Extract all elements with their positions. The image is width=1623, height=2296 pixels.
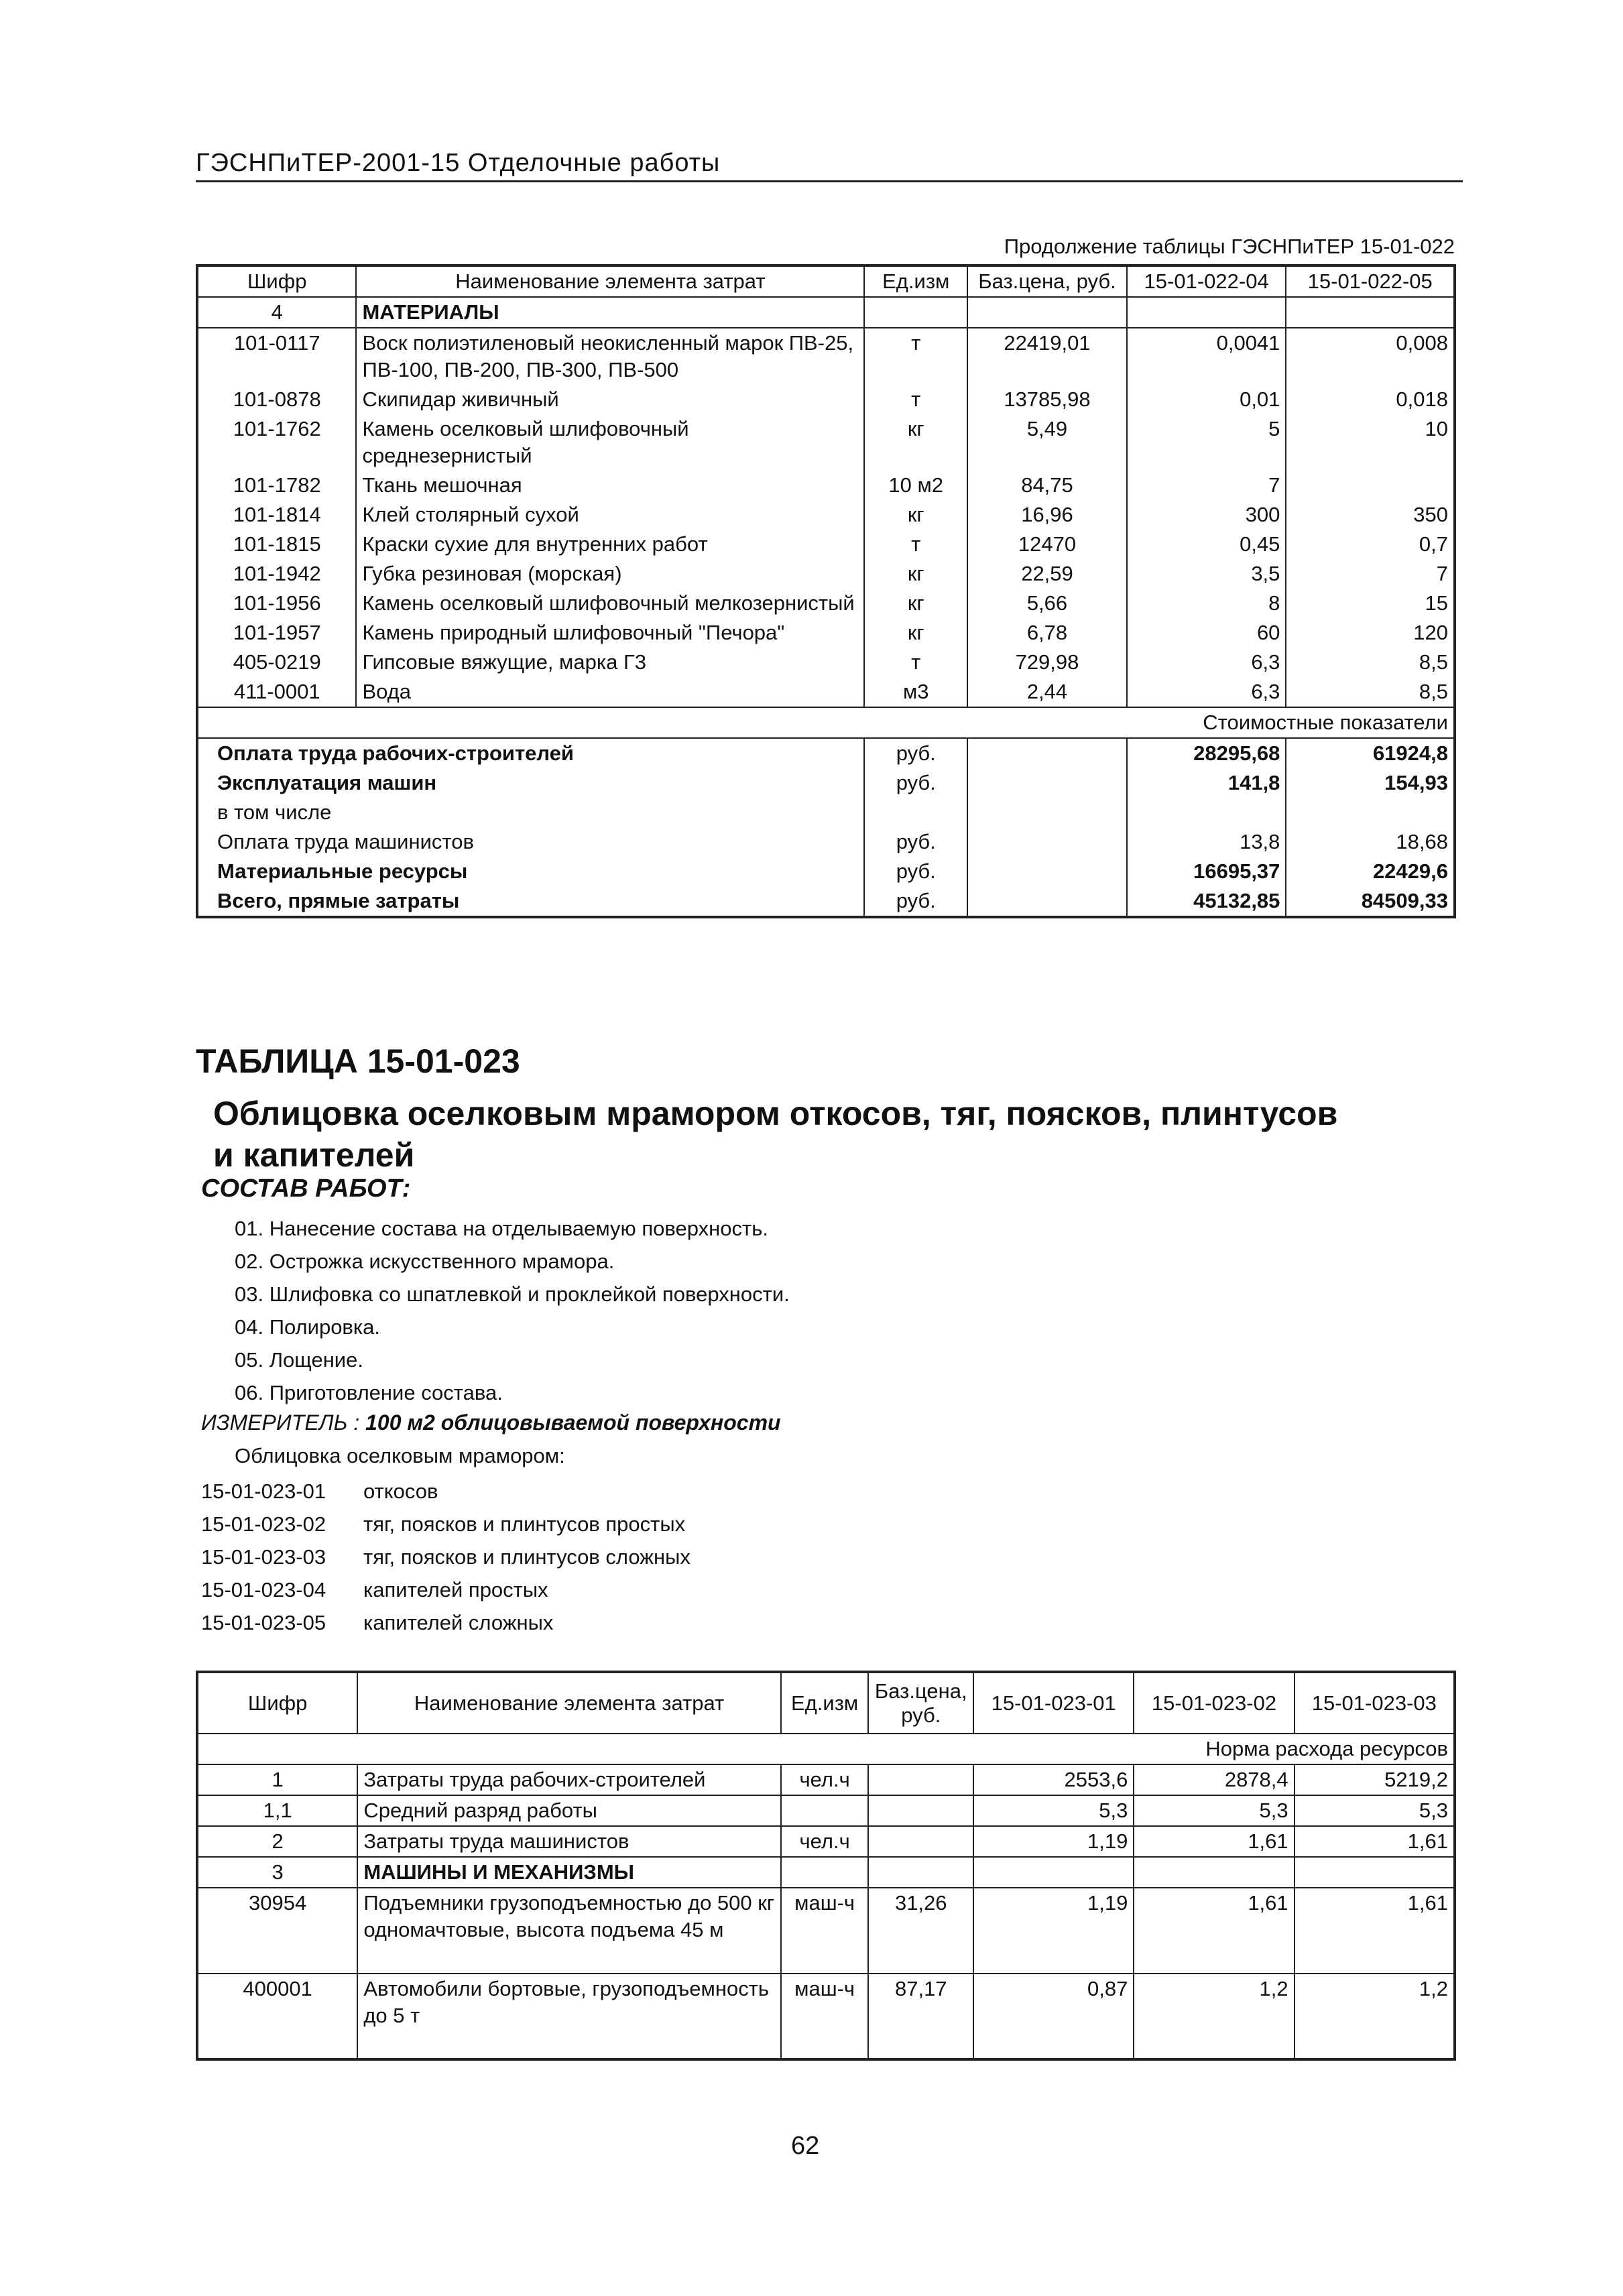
resource-unit: кг (864, 618, 967, 648)
resource-price: 5,49 (967, 414, 1127, 471)
summary-value-2 (1286, 798, 1455, 827)
resource-value-3: 1,61 (1295, 1888, 1455, 1974)
resource-code: 411-0001 (197, 677, 356, 707)
table-row (197, 1764, 1455, 1795)
resource-unit: маш-ч (781, 1888, 869, 1974)
izmeritel (201, 1410, 781, 1435)
resource-value-2: 120 (1286, 618, 1455, 648)
summary-unit: руб. (864, 827, 967, 857)
resource-name: Автомобили бортовые, грузоподъемность до 5 т (357, 1974, 780, 2059)
resource-code: 101-1815 (197, 530, 356, 559)
table-15-01-022-continuation (196, 264, 1456, 918)
summary-value-1: 16695,37 (1127, 857, 1286, 886)
resource-value-1: 8 (1127, 589, 1286, 618)
table-row (197, 471, 1455, 500)
summary-value-1 (1127, 798, 1286, 827)
resource-unit: т (864, 530, 967, 559)
resource-price: 16,96 (967, 500, 1127, 530)
resource-value-2: 7 (1286, 559, 1455, 589)
works-list (235, 1212, 790, 1409)
norm-code: 15-01-023-02 (201, 1512, 326, 1536)
resource-unit: кг (864, 589, 967, 618)
resource-name: Подъемники грузоподъемностью до 500 кг одномачтовые, высота подъема 45 м (357, 1888, 780, 1974)
resource-price: 22,59 (967, 559, 1127, 589)
resource-price: 729,98 (967, 648, 1127, 677)
column-header: 15-01-023-01 (973, 1672, 1134, 1734)
section-code: 4 (197, 297, 356, 328)
summary-price (967, 886, 1127, 917)
table-row (197, 677, 1455, 707)
column-header: 15-01-022-04 (1127, 265, 1286, 297)
summary-name: Оплата труда рабочих-строителей (197, 738, 864, 768)
resource-value-1: 7 (1127, 471, 1286, 500)
resource-value-1: 0,87 (973, 1974, 1134, 2059)
resource-code: 2 (197, 1826, 357, 1857)
table-row (197, 1826, 1455, 1857)
resource-price: 31,26 (868, 1888, 973, 1974)
norm-code: 15-01-023-05 (201, 1611, 326, 1634)
resource-name: Вода (356, 677, 864, 707)
column-header: Баз.цена, руб. (868, 1672, 973, 1734)
cost-label: Стоимостные показатели (197, 707, 1455, 738)
table-row (197, 1795, 1455, 1826)
resource-unit: т (864, 328, 967, 385)
resource-price: 84,75 (967, 471, 1127, 500)
resource-code: 101-1942 (197, 559, 356, 589)
resource-value-1: 3,5 (1127, 559, 1286, 589)
summary-value-1: 141,8 (1127, 768, 1286, 798)
norm-label: Норма расхода ресурсов (197, 1734, 1455, 1764)
column-header: Наименование элемента затрат (356, 265, 864, 297)
list-item: 02. Острожка искусственного мрамора. (235, 1250, 615, 1273)
resource-value-2 (1286, 471, 1455, 500)
resource-name: Ткань мешочная (356, 471, 864, 500)
column-header: 15-01-022-05 (1286, 265, 1455, 297)
resource-code: 101-1762 (197, 414, 356, 471)
resource-name: Затраты труда рабочих-строителей (357, 1764, 780, 1795)
summary-row (197, 768, 1455, 798)
page-number: 62 (791, 2132, 820, 2160)
resource-value-3: 5,3 (1295, 1795, 1455, 1826)
resource-name: Гипсовые вяжущие, марка Г3 (356, 648, 864, 677)
column-header: Шифр (197, 265, 356, 297)
sostav-label: СОСТАВ РАБОТ: (201, 1174, 411, 1203)
column-header: Баз.цена, руб. (967, 265, 1127, 297)
list-item: 01. Нанесение состава на отделываемую поверхность. (235, 1217, 768, 1240)
resource-value-2: 1,61 (1134, 1826, 1294, 1857)
summary-unit: руб. (864, 738, 967, 768)
section-row (197, 297, 1455, 328)
norm-label-row (197, 1734, 1455, 1764)
resource-unit: м3 (864, 677, 967, 707)
resource-code: 101-1782 (197, 471, 356, 500)
summary-unit: руб. (864, 768, 967, 798)
summary-value-2: 84509,33 (1286, 886, 1455, 917)
norm-description: капителей простых (363, 1578, 548, 1602)
resource-price (868, 1826, 973, 1857)
resource-value-3: 1,2 (1295, 1974, 1455, 2059)
summary-value-1: 13,8 (1127, 827, 1286, 857)
summary-name: Эксплуатация машин (197, 768, 864, 798)
list-item (201, 1606, 690, 1639)
resource-unit: кг (864, 414, 967, 471)
resource-value-1: 0,0041 (1127, 328, 1286, 385)
resource-value-2: 0,018 (1286, 385, 1455, 414)
table-row (197, 648, 1455, 677)
summary-row (197, 857, 1455, 886)
resource-unit: кг (864, 500, 967, 530)
table-title: ТАБЛИЦА 15-01-023 (196, 1042, 520, 1080)
column-header: 15-01-023-03 (1295, 1672, 1455, 1734)
resource-unit: т (864, 648, 967, 677)
resource-name: Камень оселковый шлифовочный среднезернистый (356, 414, 864, 471)
cost-label-row (197, 707, 1455, 738)
summary-name: Материальные ресурсы (197, 857, 864, 886)
summary-name: Оплата труда машинистов (197, 827, 864, 857)
resource-code: 405-0219 (197, 648, 356, 677)
column-header: Наименование элемента затрат (357, 1672, 780, 1734)
izmeritel-label: ИЗМЕРИТЕЛЬ : (201, 1410, 360, 1435)
resource-unit: 10 м2 (864, 471, 967, 500)
summary-name: в том числе (197, 798, 864, 827)
norm-description: тяг, поясков и плинтусов сложных (363, 1545, 690, 1569)
resource-unit: чел.ч (781, 1764, 869, 1795)
continuation-title: Продолжение таблицы ГЭСНПиТЕР 15-01-022 (1004, 235, 1455, 258)
resource-value-2: 10 (1286, 414, 1455, 471)
resource-name: Краски сухие для внутренних работ (356, 530, 864, 559)
resource-code: 1 (197, 1764, 357, 1795)
resource-price: 87,17 (868, 1974, 973, 2059)
resource-price (868, 1764, 973, 1795)
resource-value-3: 5219,2 (1295, 1764, 1455, 1795)
resource-value-2: 1,2 (1134, 1974, 1294, 2059)
resource-value-1: 300 (1127, 500, 1286, 530)
summary-price (967, 738, 1127, 768)
list-item: 06. Приготовление состава. (235, 1381, 503, 1404)
resource-value-2: 0,008 (1286, 328, 1455, 385)
summary-value-2: 61924,8 (1286, 738, 1455, 768)
table-header-row (197, 1672, 1455, 1734)
table-row (197, 328, 1455, 385)
summary-row (197, 738, 1455, 768)
summary-value-1: 45132,85 (1127, 886, 1286, 917)
resource-value-1: 0,01 (1127, 385, 1286, 414)
resource-value-1: 1,19 (973, 1888, 1134, 1974)
summary-value-2: 154,93 (1286, 768, 1455, 798)
table-row (197, 500, 1455, 530)
resource-value-2: 8,5 (1286, 677, 1455, 707)
izmeritel-value: 100 м2 облицовываемой поверхности (365, 1410, 781, 1435)
norm-code: 15-01-023-04 (201, 1578, 326, 1602)
resource-code: 1,1 (197, 1795, 357, 1826)
resource-price: 13785,98 (967, 385, 1127, 414)
summary-value-1: 28295,68 (1127, 738, 1286, 768)
norm-code: 15-01-023-03 (201, 1545, 326, 1569)
resource-unit: кг (864, 559, 967, 589)
summary-value-2: 18,68 (1286, 827, 1455, 857)
resource-code: 101-1956 (197, 589, 356, 618)
norm-code: 15-01-023-01 (201, 1479, 326, 1503)
resource-code: 101-1814 (197, 500, 356, 530)
table-subtitle: Облицовка оселковым мрамором откосов, тяг, поясков, плинтусов и капителей (213, 1095, 1338, 1174)
resource-value-2: 8,5 (1286, 648, 1455, 677)
column-header: Шифр (197, 1672, 357, 1734)
resource-unit: т (864, 385, 967, 414)
section-code: 3 (197, 1857, 357, 1888)
resource-name: Губка резиновая (морская) (356, 559, 864, 589)
table-row (197, 1888, 1455, 1974)
resource-value-2: 350 (1286, 500, 1455, 530)
resource-value-2: 1,61 (1134, 1888, 1294, 1974)
oblicovka-label: Облицовка оселковым мрамором: (235, 1444, 565, 1467)
resource-value-1: 0,45 (1127, 530, 1286, 559)
resource-price: 12470 (967, 530, 1127, 559)
resource-name: Скипидар живичный (356, 385, 864, 414)
summary-price (967, 857, 1127, 886)
summary-unit (864, 798, 967, 827)
table-header-row (197, 265, 1455, 297)
table-row (197, 589, 1455, 618)
resource-price (868, 1795, 973, 1826)
norm-description: капителей сложных (363, 1611, 554, 1634)
summary-row (197, 886, 1455, 917)
norm-description: откосов (363, 1479, 438, 1503)
resource-unit: маш-ч (781, 1974, 869, 2059)
resource-name: Клей столярный сухой (356, 500, 864, 530)
resource-unit: чел.ч (781, 1826, 869, 1857)
resource-name: Средний разряд работы (357, 1795, 780, 1826)
section-name: МАТЕРИАЛЫ (356, 297, 864, 328)
resource-code: 101-1957 (197, 618, 356, 648)
resource-code: 400001 (197, 1974, 357, 2059)
table-row (197, 559, 1455, 589)
table-row (197, 385, 1455, 414)
resource-value-2: 2878,4 (1134, 1764, 1294, 1795)
resource-price: 5,66 (967, 589, 1127, 618)
column-header: Ед.изм (864, 265, 967, 297)
table-row (197, 414, 1455, 471)
list-item: 04. Полировка. (235, 1315, 380, 1339)
resource-value-1: 6,3 (1127, 677, 1286, 707)
resource-price: 6,78 (967, 618, 1127, 648)
resource-code: 30954 (197, 1888, 357, 1974)
page-header: ГЭСНПиТЕР-2001-15 Отделочные работы (196, 149, 1463, 182)
column-header: 15-01-023-02 (1134, 1672, 1294, 1734)
summary-price (967, 798, 1127, 827)
resource-value-1: 5,3 (973, 1795, 1134, 1826)
table-15-01-023 (196, 1671, 1456, 2061)
section-name: МАШИНЫ И МЕХАНИЗМЫ (357, 1857, 780, 1888)
resource-value-2: 5,3 (1134, 1795, 1294, 1826)
summary-unit: руб. (864, 886, 967, 917)
resource-value-1: 2553,6 (973, 1764, 1134, 1795)
resource-value-3: 1,61 (1295, 1826, 1455, 1857)
summary-price (967, 768, 1127, 798)
resource-value-1: 5 (1127, 414, 1286, 471)
list-item: 03. Шлифовка со шпатлевкой и проклейкой поверхности. (235, 1282, 790, 1306)
resource-name: Затраты труда машинистов (357, 1826, 780, 1857)
summary-name: Всего, прямые затраты (197, 886, 864, 917)
norm-description: тяг, поясков и плинтусов простых (363, 1512, 686, 1536)
list-item (201, 1573, 690, 1606)
resource-value-1: 60 (1127, 618, 1286, 648)
summary-unit: руб. (864, 857, 967, 886)
list-item: 05. Лощение. (235, 1348, 363, 1372)
codes-list (201, 1475, 690, 1639)
table-row (197, 618, 1455, 648)
summary-row (197, 798, 1455, 827)
summary-price (967, 827, 1127, 857)
resource-name: Воск полиэтиленовый неокисленный марок ПВ-25, ПВ-100, ПВ-200, ПВ-300, ПВ-500 (356, 328, 864, 385)
summary-value-2: 22429,6 (1286, 857, 1455, 886)
resource-name: Камень оселковый шлифовочный мелкозернистый (356, 589, 864, 618)
resource-price: 22419,01 (967, 328, 1127, 385)
list-item (201, 1475, 690, 1508)
column-header: Ед.изм (781, 1672, 869, 1734)
list-item (201, 1540, 690, 1573)
section-row (197, 1857, 1455, 1888)
resource-name: Камень природный шлифовочный "Печора" (356, 618, 864, 648)
table-row (197, 1974, 1455, 2059)
resource-value-2: 15 (1286, 589, 1455, 618)
resource-value-2: 0,7 (1286, 530, 1455, 559)
resource-value-1: 6,3 (1127, 648, 1286, 677)
summary-row (197, 827, 1455, 857)
resource-code: 101-0878 (197, 385, 356, 414)
resource-unit (781, 1795, 869, 1826)
resource-code: 101-0117 (197, 328, 356, 385)
resource-price: 2,44 (967, 677, 1127, 707)
list-item (201, 1508, 690, 1540)
table-row (197, 530, 1455, 559)
resource-value-1: 1,19 (973, 1826, 1134, 1857)
